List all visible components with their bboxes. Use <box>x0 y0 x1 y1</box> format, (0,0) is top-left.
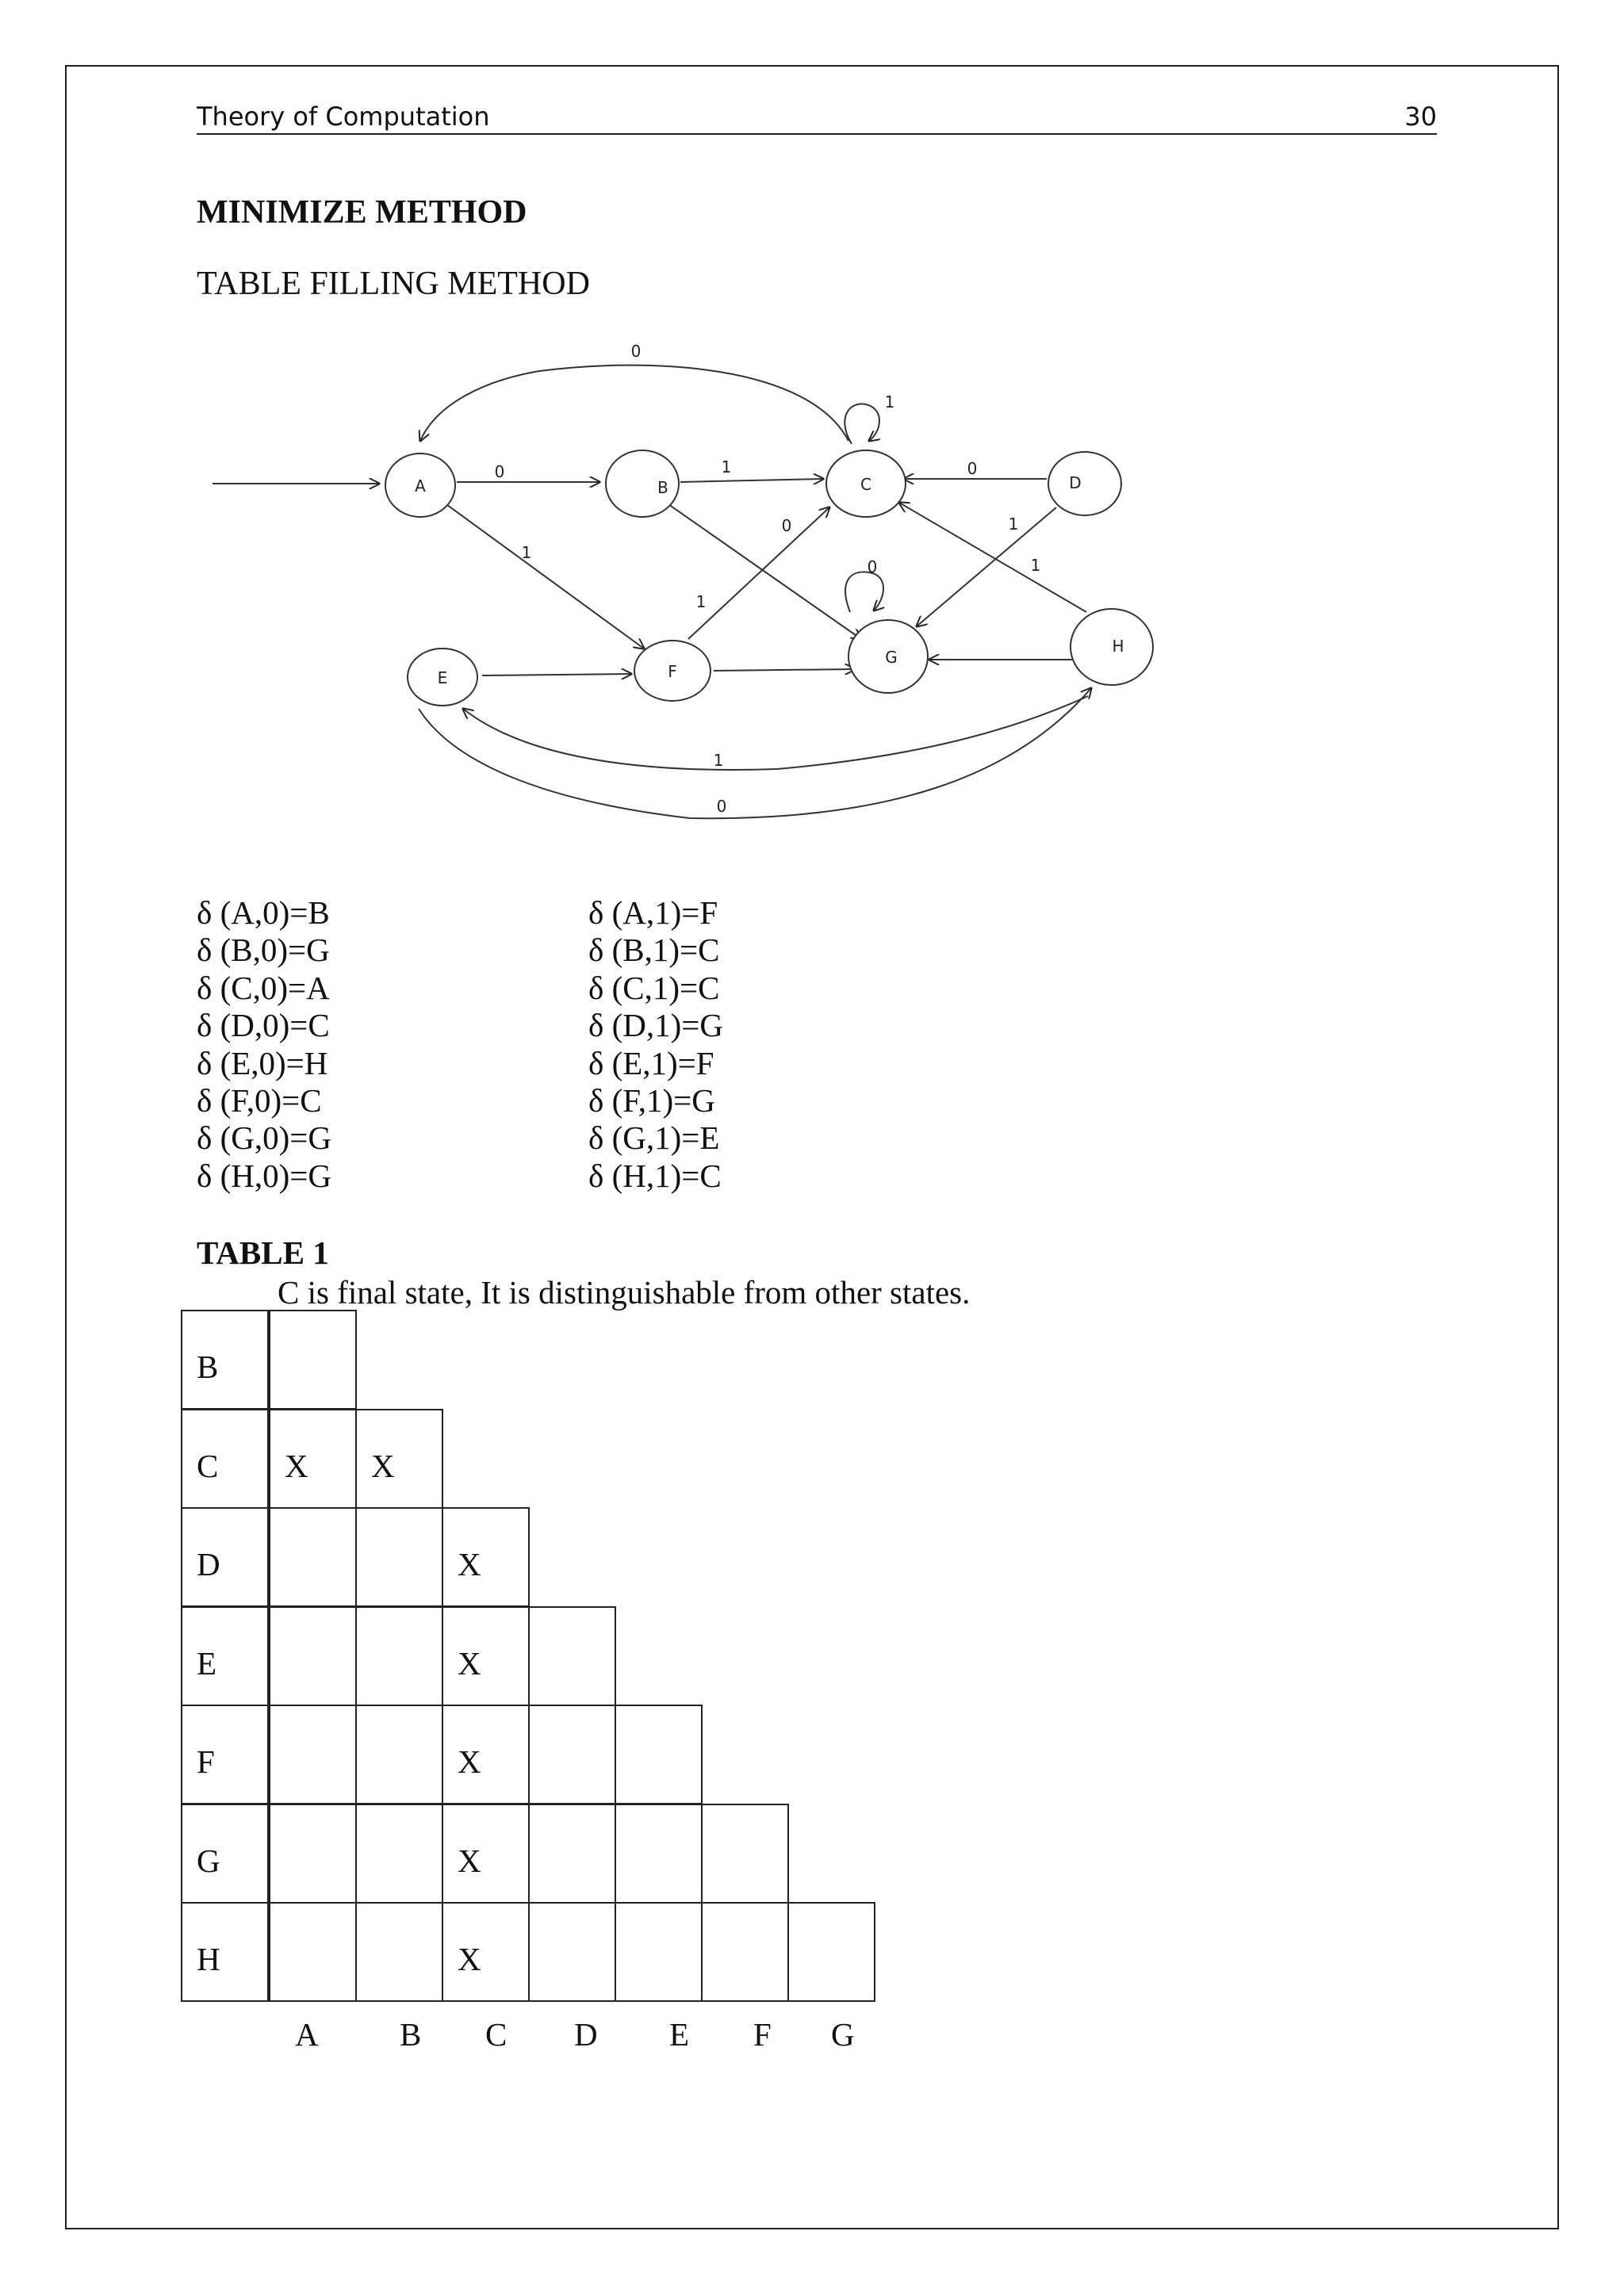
edge-c-a <box>420 365 848 441</box>
section-heading: MINIMIZE METHOD <box>197 194 527 231</box>
edge-label-a-b: 0 <box>494 462 505 481</box>
cell-g-e <box>615 1804 703 1904</box>
cell-text: F <box>197 1743 215 1780</box>
edge-label-c-a: 0 <box>630 342 642 361</box>
edge-e-f <box>482 674 631 675</box>
transition: δ (C,0)=A <box>197 969 330 1006</box>
cell-g-d <box>528 1804 616 1904</box>
transition: δ (B,0)=G <box>197 932 330 969</box>
cell-f-e <box>615 1705 703 1804</box>
row-label-e <box>181 1606 269 1706</box>
column-label-b: B <box>400 2016 422 2053</box>
state-label-d: D <box>1069 473 1082 492</box>
transition: δ (E,0)=H <box>197 1044 328 1081</box>
row-label-f <box>181 1705 269 1804</box>
edge-e-h <box>419 688 1091 818</box>
edge-label-f-c: 0 <box>781 516 792 535</box>
cell-e-b <box>355 1606 443 1706</box>
cell-h-a <box>269 1902 357 2002</box>
header-title: Theory of Computation <box>197 101 490 132</box>
row-label-b <box>181 1310 269 1410</box>
cell-text: B <box>197 1349 219 1385</box>
cell-f-b <box>355 1705 443 1804</box>
cell-g-b <box>355 1804 443 1904</box>
edge-label-e-h: 0 <box>716 797 727 816</box>
row-label-d <box>181 1507 269 1607</box>
column-label-g: G <box>831 2016 855 2053</box>
cell-e-c <box>442 1606 530 1706</box>
cell-h-f <box>701 1902 789 2002</box>
cell-e-d <box>528 1606 616 1706</box>
cell-h-c <box>442 1902 530 2002</box>
transition: δ (G,0)=G <box>197 1119 331 1157</box>
row-label-c <box>181 1409 269 1509</box>
dfa-diagram <box>206 333 1189 840</box>
transition: δ (B,1)=C <box>588 932 720 969</box>
cell-h-d <box>528 1902 616 2002</box>
cell-text: E <box>197 1644 217 1682</box>
state-label-b: B <box>657 478 668 497</box>
edge-a-f <box>444 503 644 649</box>
edge-h-c <box>899 503 1086 612</box>
column-label-f: F <box>753 2016 772 2053</box>
edge-f-c <box>688 507 829 639</box>
row-label-g <box>181 1804 269 1904</box>
cell-text: G <box>197 1842 220 1879</box>
state-d <box>1048 452 1121 515</box>
column-label-c: C <box>485 2016 508 2053</box>
edge-h-e <box>463 696 1088 770</box>
cell-d-b <box>355 1507 443 1607</box>
transitions-on-0 <box>197 894 331 1195</box>
edge-label-b-g: 1 <box>695 592 707 611</box>
state-label-e: E <box>437 668 448 687</box>
table-title: TABLE 1 <box>197 1234 329 1271</box>
cell-text: X <box>458 1546 481 1582</box>
transition: δ (A,0)=B <box>197 894 330 931</box>
page-header <box>197 98 1437 135</box>
transition: δ (A,1)=F <box>588 894 718 931</box>
table-note: C is final state, It is distinguishable from other states. <box>278 1274 971 1311</box>
section-subheading: TABLE FILLING METHOD <box>197 266 590 302</box>
column-label-d: D <box>574 2016 598 2053</box>
edge-label-g-loop: 0 <box>867 557 878 576</box>
cell-text: X <box>458 1842 481 1879</box>
edge-b-c <box>680 479 823 482</box>
transition: δ (G,1)=E <box>588 1119 720 1157</box>
row-label-h <box>181 1902 269 2002</box>
state-label-a: A <box>415 476 426 496</box>
cell-text: C <box>197 1447 219 1484</box>
cell-text: H <box>197 1941 220 1977</box>
cell-f-a <box>269 1705 357 1804</box>
cell-b-a <box>269 1310 357 1410</box>
loop-g <box>845 572 883 612</box>
cell-text: X <box>458 1743 481 1780</box>
cell-d-c <box>442 1507 530 1607</box>
transition: δ (F,0)=C <box>197 1082 322 1119</box>
edge-label-c-loop: 1 <box>884 392 895 411</box>
cell-text: X <box>371 1447 395 1484</box>
cell-f-c <box>442 1705 530 1804</box>
transition: δ (H,1)=C <box>588 1157 722 1194</box>
cell-h-b <box>355 1902 443 2002</box>
cell-g-c <box>442 1804 530 1904</box>
edge-label-d-c: 0 <box>967 459 978 478</box>
distinguishability-table <box>181 1310 887 2023</box>
state-label-c: C <box>860 475 871 494</box>
edge-label-d-g: 1 <box>1008 515 1019 534</box>
cell-e-a <box>269 1606 357 1706</box>
transition: δ (E,1)=F <box>588 1044 714 1081</box>
column-label-e: E <box>669 2016 690 2053</box>
edge-f-g <box>714 669 855 671</box>
state-label-h: H <box>1112 637 1124 656</box>
edge-label-h-e: 1 <box>713 751 724 770</box>
cell-f-d <box>528 1705 616 1804</box>
page-number: 30 <box>1404 101 1437 132</box>
edge-label-b-c: 1 <box>721 457 732 476</box>
state-label-f: F <box>668 662 677 681</box>
transitions-on-1 <box>588 894 723 1195</box>
edge-label-h-c: 1 <box>1030 556 1041 575</box>
cell-d-a <box>269 1507 357 1607</box>
cell-g-f <box>701 1804 789 1904</box>
transition: δ (C,1)=C <box>588 969 720 1006</box>
cell-c-b <box>355 1409 443 1509</box>
column-label-a: A <box>295 2016 319 2053</box>
transition: δ (D,0)=C <box>197 1007 330 1044</box>
cell-text: D <box>197 1546 220 1582</box>
state-label-g: G <box>885 648 898 667</box>
cell-c-a <box>269 1409 357 1509</box>
cell-text: X <box>458 1941 481 1977</box>
loop-c <box>845 404 879 444</box>
cell-g-a <box>269 1804 357 1904</box>
cell-h-e <box>615 1902 703 2002</box>
edge-label-a-f: 1 <box>521 543 532 562</box>
cell-h-g <box>787 1902 875 2002</box>
cell-text: X <box>458 1644 481 1682</box>
transition: δ (H,0)=G <box>197 1157 331 1194</box>
cell-text: X <box>285 1447 308 1484</box>
transition: δ (F,1)=G <box>588 1082 715 1119</box>
edge-b-g <box>666 503 861 639</box>
transition: δ (D,1)=G <box>588 1007 723 1044</box>
